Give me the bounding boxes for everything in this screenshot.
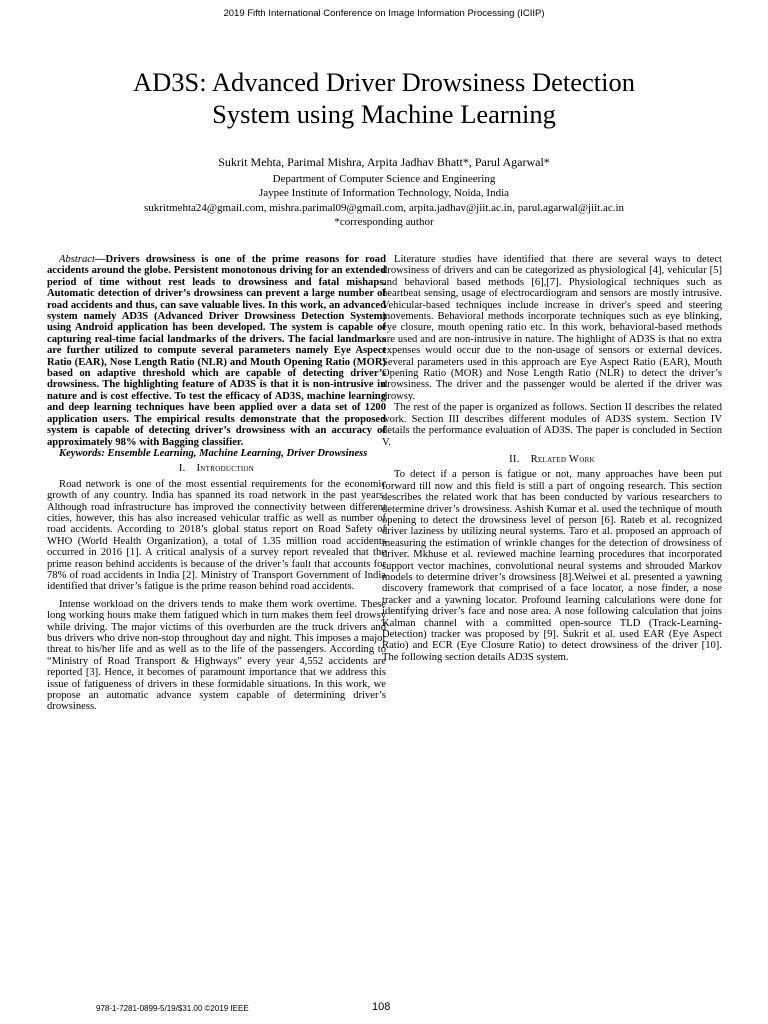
intro-paragraph-2: Intense workload on the drivers tends to make them work overtime. These long working hours make them fatigued which in turn makes them feel drowsy while driving. The major victims of this overburden are the truck drivers and bus drivers who drive non-stop throughout day and night. This imposes a major threat to his/her life and as well as to the life of the passengers. According to “Ministry of Road Transport & Highways” every year 4,552 accidents are reported [3]. Hence, it becomes of paramount importance that we address this issue of fatigueness of drivers in these formidable situations. In this work, we propose an automatic advance system capable of determining driver’s drowsiness. bbox=[47, 598, 386, 713]
abstract bbox=[47, 254, 386, 448]
title-line-2: System using Machine Learning bbox=[212, 99, 556, 129]
title-line-1: AD3S: Advanced Driver Drowsiness Detection bbox=[133, 67, 635, 97]
conference-header: 2019 Fifth International Conference on Image Information Processing (ICIIP) bbox=[223, 8, 545, 19]
right-column bbox=[382, 254, 722, 663]
author-emails: sukritmehta24@gmail.com, mishra.parimal09@gmail.com, arpita.jadhav@jiit.ac.in, parul.agarwal@jiit.ac.in bbox=[143, 201, 625, 214]
intro-paragraph-1: Road network is one of the most essential requirements for the economic growth of any country. India has spanned its road network in the past years. Although road infrastructure has improved the connectivity between different cities, however, this has also increased vehicular traffic as well as number of road accidents. According to 2018’s global status report on Road Safety of WHO (World Health Organization), a total of 1.35 million road accidents occurred in 2016 [1]. A critical analysis of a survey report revealed that the prime reason behind accidents is because of the driver’s fault that accounts for 78% of road accidents in India [2]. Ministry of Transport Government of India identified that driver’s fatigue is the prime reason behind road accidents. bbox=[47, 478, 386, 593]
section-heading-related-work: II. Related Work bbox=[509, 453, 595, 465]
page-number: 108 bbox=[372, 1001, 391, 1013]
literature-paragraph-1: Literature studies have identified that there are several ways to detect drowsiness of drivers and can be categorized as physiological [4], vehicular [5] and behavioral based methods [6],[7]. Physiological techniques such as heartbeat sensing, usage of electrocardiogram and sensors are mostly intrusive. Vehicular-based techniques include increase in driver's speed and steering movements. Behavioral methods incorporate techniques such as eye blinking, eye closure, mouth opening ratio etc. In this work, behavioral-based methods are used and are non-intrusive in nature. The highlight of AD3S is that no extra expenses would occur due to the non-usage of sensors or external devices. Several parameters used in this approach are Eye Aspect Ratio (EAR), Mouth Opening Ratio (MOR) and Nose Length Ratio (NLR) to detect the driver’s drowsiness. The driver and the passenger would be alerted if the driver was drowsy. bbox=[382, 254, 722, 402]
author-names: Sukrit Mehta, Parimal Mishra, Arpita Jadhav Bhatt*, Parul Agarwal* bbox=[218, 155, 550, 169]
department: Department of Computer Science and Engineering bbox=[272, 172, 496, 185]
keywords bbox=[47, 448, 386, 459]
isbn-footer: 978-1-7281-0899-5/19/$31.00 ©2019 IEEE bbox=[96, 1004, 249, 1013]
institute: Jaypee Institute of Information Technology, Noida, India bbox=[258, 187, 510, 199]
author-block bbox=[40, 155, 728, 230]
corresponding-note: *corresponding author bbox=[334, 216, 434, 228]
keywords-lead: Keywords: bbox=[59, 447, 105, 459]
section-heading-introduction: I. Introduction bbox=[178, 463, 255, 475]
left-column bbox=[47, 254, 386, 713]
abstract-lead: Abstract bbox=[59, 254, 95, 265]
literature-paragraph-2: The rest of the paper is organized as follows. Section II describes the related work. Section III describes different modules of AD3S system. Section IV details the performance evaluation of AD3S. The paper is concluded in Section V. bbox=[382, 402, 722, 448]
abstract-text: —Drivers drowsiness is one of the prime reasons for road accidents around the globe. Persistent monotonous driving for an extended period of time without rest leads to drowsiness and fatal mishaps. Automatic detection of driver’s drowsiness can prevent a large number of road accidents and thus, can save valuable lives. In this work, an advanced system namely AD3S (Advanced Driver Drowsiness Detection System) using Android application has been developed. The system is capable of capturing real-time facial landmarks of the drivers. The facial landmarks are further utilized to compute several parameters namely Eye Aspect Ratio (EAR), Nose Length Ratio (NLR) and Mouth Opening Ratio (MOR) based on adaptive threshold which are capable of detecting driver’s drowsiness. The highlighting feature of AD3S is that it is non-intrusive in nature and is cost effective. To test the efficacy of AD3S, machine learning and deep learning techniques have been applied over a data set of 1200 application users. The empirical results demonstrate that the proposed system is capable of detecting driver’s drowsiness with an accuracy of approximately 98% with Bagging classifier. bbox=[47, 254, 386, 448]
related-paragraph-1: To detect if a person is fatigue or not, many approaches have been put forward till now and this field is still a part of ongoing research. This section describes the related work that has been conducted by various researchers to determine driver’s drowsiness. Ashish Kumar et al. used the technique of mouth opening to detect the drowsiness level of person [6]. Rateb et al. recognized driver laziness by utilizing neural systems. Taro et al. proposed an approach of measuring the estimation of wrinkle changes for the detection of drowsiness of driver. Mkhuse et al. reviewed machine learning procedures that incorporated support vector machines, convolutional neural systems and shrouded Markov models to determine driver’s drowsiness [8].Weiwei et al. presented a yawning discovery framework that comprised of a face locator, a nose finder, a nose tracker and a yawning locator. Profound learning calculations were done for identifying driver’s face and nose area. A nose following calculation that joins Kalman channel with a committed open-source TLD (Track-Learning-Detection) tracker was proposed by [9]. Sukrit et al. used EAR (Eye Aspect Ratio) and ECR (Eye Closure Ratio) to detect drowsiness of the driver [10]. The following section details AD3S system. bbox=[382, 469, 722, 663]
paper-title bbox=[40, 66, 728, 130]
keywords-text: Ensemble Learning, Machine Learning, Driver Drowsiness bbox=[104, 447, 368, 459]
